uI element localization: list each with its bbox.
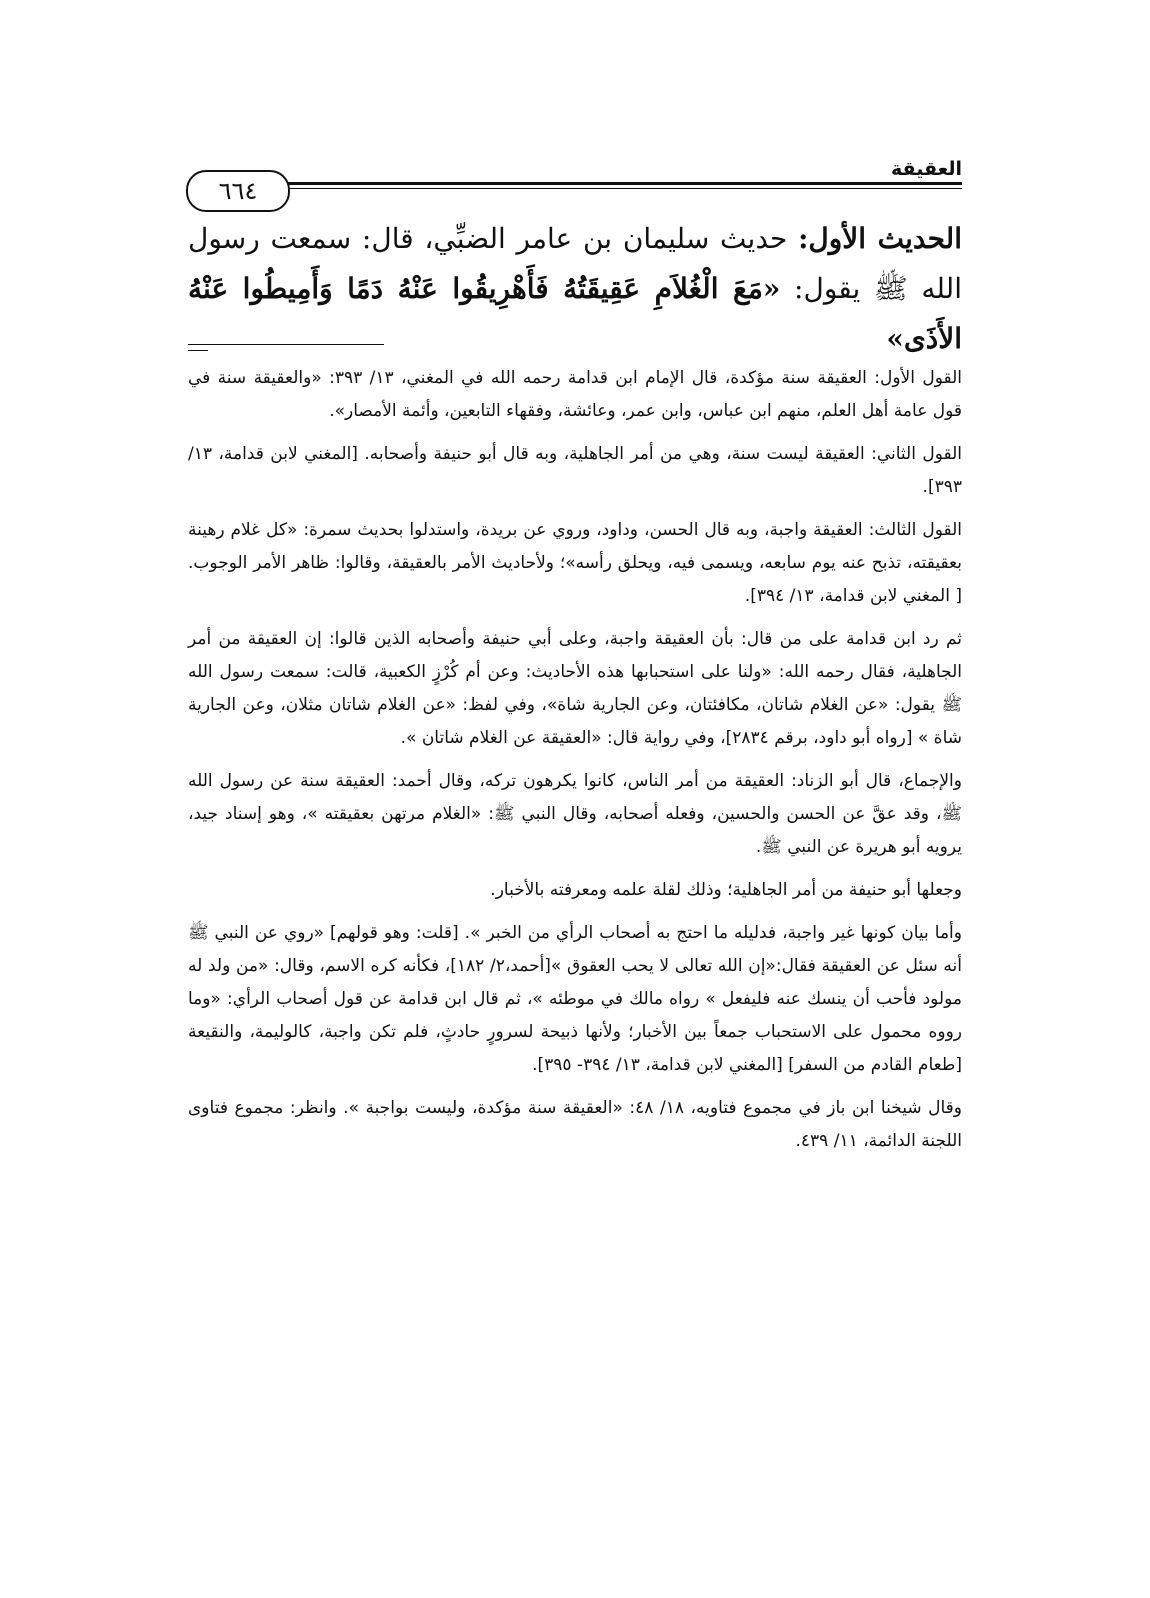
footnote-paragraph: والإجماع، قال أبو الزناد: العقيقة من أمر الناس، كانوا يكرهون تركه، وقال أحمد: العقيقة سنة عن رسول الله ﷺ، وقد عقَّ عن الحسن والحسين، وفعله أصحابه، وقال النبي ﷺ: «الغلام مرتهن بعقيقته »، وهو إسناد جيد، يرويه أبو هريرة عن النبي ﷺ. [188,771,962,857]
header-rule-thin [188,188,962,189]
footnote-paragraph: وقال شيخنا ابن باز في مجموع فتاويه، ١٨/ ٤٨: «العقيقة سنة مؤكدة، وليست بواجبة ». وانظر: مجموع فتاوى اللجنة الدائمة، ١١/ ٤٣٩. [188,1098,962,1151]
hadith-intro: حديث سليمان بن عامر الضبِّي، قال: سمعت رسول الله ﷺ يقول: [188,222,962,305]
running-title: العقيقة [891,158,962,180]
main-text-block [188,214,962,364]
footnote-separator [188,344,384,345]
hadith-label: الحديث الأول: [798,222,962,255]
footnote-paragraph: وأما بيان كونها غير واجبة، فدليله ما احتج به أصحاب الرأي من الخبر ». [قلت: وهو قولهم] «روي عن النبي ﷺ أنه سئل عن العقيقة فقال:«إن الله تعالى لا يحب العقوق »[أحمد،٢/ ١٨٢]، فكأنه كره الاسم، وقال: «من ولد له مولود فأحب أن ينسك عنه فليفعل » رواه مالك في موطئه »، ثم قال ابن قدامة عن قول أصحاب الرأي: «وما رووه محمول على الاستحباب جمعاً بين الأخبار؛ ولأنها ذبيحة لسرورٍ حادثٍ، فلم تكن واجبة، كالوليمة، والنقيعة [طعام القادم من السفر] [المغني لابن قدامة، ١٣/ ٣٩٤- ٣٩٥]. [188,923,962,1075]
footnote-paragraph: القول الثالث: العقيقة واجبة، وبه قال الحسن، وداود، وروي عن بريدة، واستدلوا بحديث سمرة: «كل غلام رهينة بعقيقته، تذبح عنه يوم سابعه، ويسمى فيه، ويحلق رأسه»؛ ولأحاديث الأمر بالعقيقة، وقالوا: ظاهر الأمر الوجوب. [ المغني لابن قدامة، ١٣/ ٣٩٤]. [188,520,962,606]
footnote-paragraph: ثم رد ابن قدامة على من قال: بأن العقيقة واجبة، وعلى أبي حنيفة وأصحابه الذين قالوا: إن العقيقة من أمر الجاهلية، فقال رحمه الله: «ولنا على استحبابها هذه الأحاديث: وعن أم كُرْزٍ الكعبية، قالت: سمعت رسول الله ﷺ يقول: «عن الغلام شاتان، مكافئتان، وعن الجارية شاة»، وفي لفظ: «عن الغلام شاتان مثلان، وعن الجارية شاة » [رواه أبو داود، برقم ٢٨٣٤]، وفي رواية قال: «العقيقة عن الغلام شاتان ». [188,629,962,748]
hadith-text: «مَعَ الْغُلاَمِ عَقِيقَتُهُ فَأَهْرِيقُوا عَنْهُ دَمًا وَأَمِيطُوا عَنْهُ الأَذَى» [188,272,962,355]
footnotes-block [188,362,962,1168]
header-rule-thick [188,182,962,185]
footnote-paragraph: القول الأول: العقيقة سنة مؤكدة، قال الإمام ابن قدامة رحمه الله في المغني، ١٣/ ٣٩٣: «والعقيقة سنة في قول عامة أهل العلم، منهم ابن عباس، وابن عمر، وعائشة، وفقهاء التابعين، وأئمة الأمصار». [188,368,962,421]
footnote-paragraph: القول الثاني: العقيقة ليست سنة، وهي من أمر الجاهلية، وبه قال أبو حنيفة وأصحابه. [المغني لابن قدامة، ١٣/ ٣٩٣]. [188,444,962,497]
footnote-separator-short [188,350,208,351]
page-number-badge: ٦٦٤ [186,170,290,212]
footnote-paragraph: وجعلها أبو حنيفة من أمر الجاهلية؛ وذلك لقلة علمه ومعرفته بالأخبار. [490,880,962,900]
